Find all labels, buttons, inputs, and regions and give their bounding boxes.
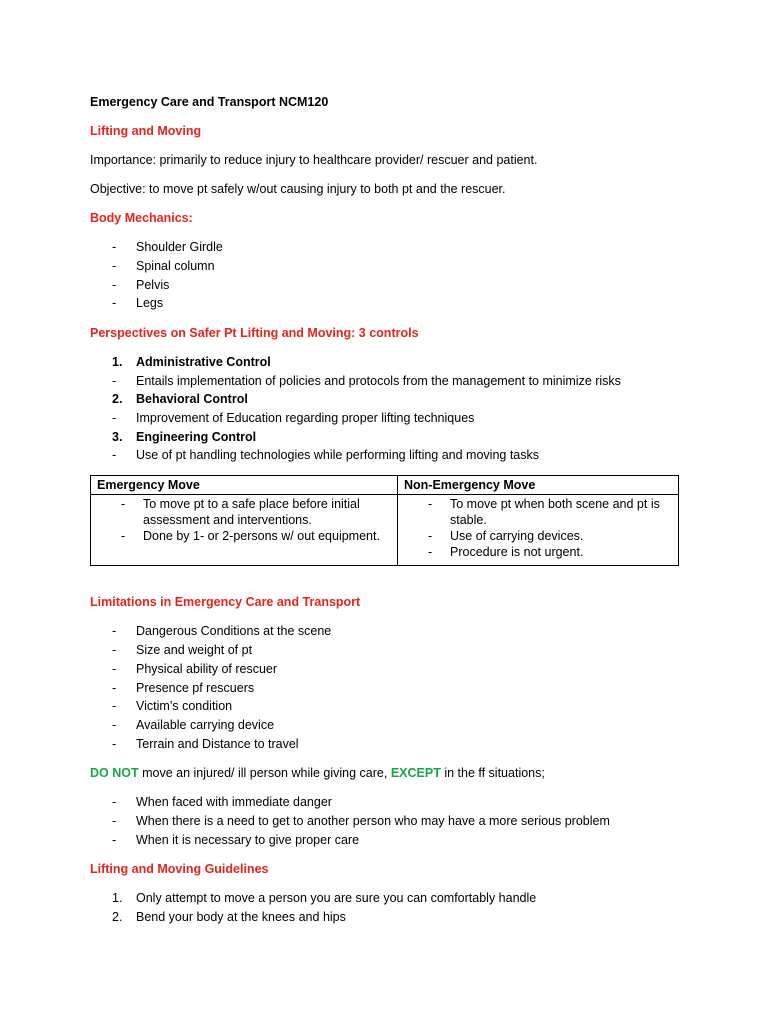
list-dash: -: [112, 240, 117, 254]
list-dash: -: [121, 529, 126, 543]
list-dash: -: [112, 699, 117, 713]
emergency-move-cell: [91, 495, 398, 566]
do-not-label: DO NOT: [90, 766, 139, 780]
control-number: 1.: [112, 355, 123, 369]
control-description: Use of pt handling technologies while performing lifting and moving tasks: [136, 448, 540, 462]
list-dash: -: [112, 795, 117, 809]
list-item: - Procedure is not urgent.: [428, 545, 584, 559]
list-dash: -: [112, 278, 117, 292]
do-not-sentence: DO NOT move an injured/ ill person while giving care, EXCEPT in the ff situations;: [90, 766, 545, 780]
list-item: Victim’s condition: [136, 699, 233, 713]
list-dash: -: [112, 662, 117, 676]
list-dash: -: [112, 296, 117, 310]
list-dash: -: [112, 448, 117, 462]
list-item: Pelvis: [136, 278, 170, 292]
list-dash: -: [428, 497, 433, 511]
control-description: Entails implementation of policies and protocols from the management to minimize risks: [136, 374, 621, 388]
list-item: Terrain and Distance to travel: [136, 737, 299, 751]
guideline-number: 2.: [112, 910, 123, 924]
list-dash: -: [112, 737, 117, 751]
list-dash: -: [112, 411, 117, 425]
control-number: 2.: [112, 392, 123, 406]
list-item: - To move pt when both scene and pt is stable.: [428, 497, 660, 527]
list-dash: -: [428, 545, 433, 559]
list-dash: -: [112, 259, 117, 273]
list-item: Physical ability of rescuer: [136, 662, 278, 676]
control-number: 3.: [112, 430, 123, 444]
guideline-number: 1.: [112, 891, 123, 905]
list-item: Size and weight of pt: [136, 643, 253, 657]
list-item: When it is necessary to give proper care: [136, 833, 360, 847]
list-item: When there is a need to get to another person who may have a more serious problem: [136, 814, 610, 828]
control-name: Engineering Control: [136, 430, 257, 444]
heading-guidelines: Lifting and Moving Guidelines: [90, 862, 269, 876]
list-dash: -: [112, 718, 117, 732]
control-name: Administrative Control: [136, 355, 271, 369]
list-dash: -: [112, 833, 117, 847]
heading-body-mechanics: Body Mechanics:: [90, 211, 193, 225]
except-label: EXCEPT: [390, 766, 441, 780]
objective-text: Objective: to move pt safely w/out causing injury to both pt and the rescuer.: [90, 182, 506, 196]
list-item: - To move pt to a safe place before initial assessment and interventions.: [121, 497, 360, 527]
list-dash: -: [121, 497, 126, 511]
control-description: Improvement of Education regarding proper lifting techniques: [136, 411, 475, 425]
list-dash: -: [428, 529, 433, 543]
guideline-text: Bend your body at the knees and hips: [136, 910, 346, 924]
emergency-move-header: Emergency Move: [91, 476, 398, 495]
list-dash: -: [112, 624, 117, 638]
list-item: Spinal column: [136, 259, 215, 273]
list-item: - Use of carrying devices.: [428, 529, 584, 543]
list-item: Available carrying device: [136, 718, 275, 732]
list-item: Shoulder Girdle: [136, 240, 223, 254]
list-item: When faced with immediate danger: [136, 795, 332, 809]
list-dash: -: [112, 643, 117, 657]
list-item: Legs: [136, 296, 164, 310]
table-header-row: [91, 476, 679, 495]
importance-text: Importance: primarily to reduce injury to healthcare provider/ rescuer and patient.: [90, 153, 538, 167]
table-row: [91, 495, 679, 566]
list-dash: -: [112, 681, 117, 695]
non-emergency-move-cell: [398, 495, 679, 566]
heading-perspectives: Perspectives on Safer Pt Lifting and Moving: 3 controls: [90, 326, 419, 340]
list-dash: -: [112, 814, 117, 828]
guideline-text: Only attempt to move a person you are sure you can comfortably handle: [136, 891, 537, 905]
document-title: Emergency Care and Transport NCM120: [90, 95, 329, 109]
control-name: Behavioral Control: [136, 392, 248, 406]
list-item: Presence pf rescuers: [136, 681, 255, 695]
list-item: - Done by 1- or 2-persons w/ out equipment.: [121, 529, 380, 543]
non-emergency-move-header: Non-Emergency Move: [398, 476, 679, 495]
list-item: Dangerous Conditions at the scene: [136, 624, 332, 638]
heading-lifting-and-moving: Lifting and Moving: [90, 124, 202, 138]
heading-limitations: Limitations in Emergency Care and Transport: [90, 595, 361, 609]
moves-table: [90, 475, 679, 566]
list-dash: -: [112, 374, 117, 388]
